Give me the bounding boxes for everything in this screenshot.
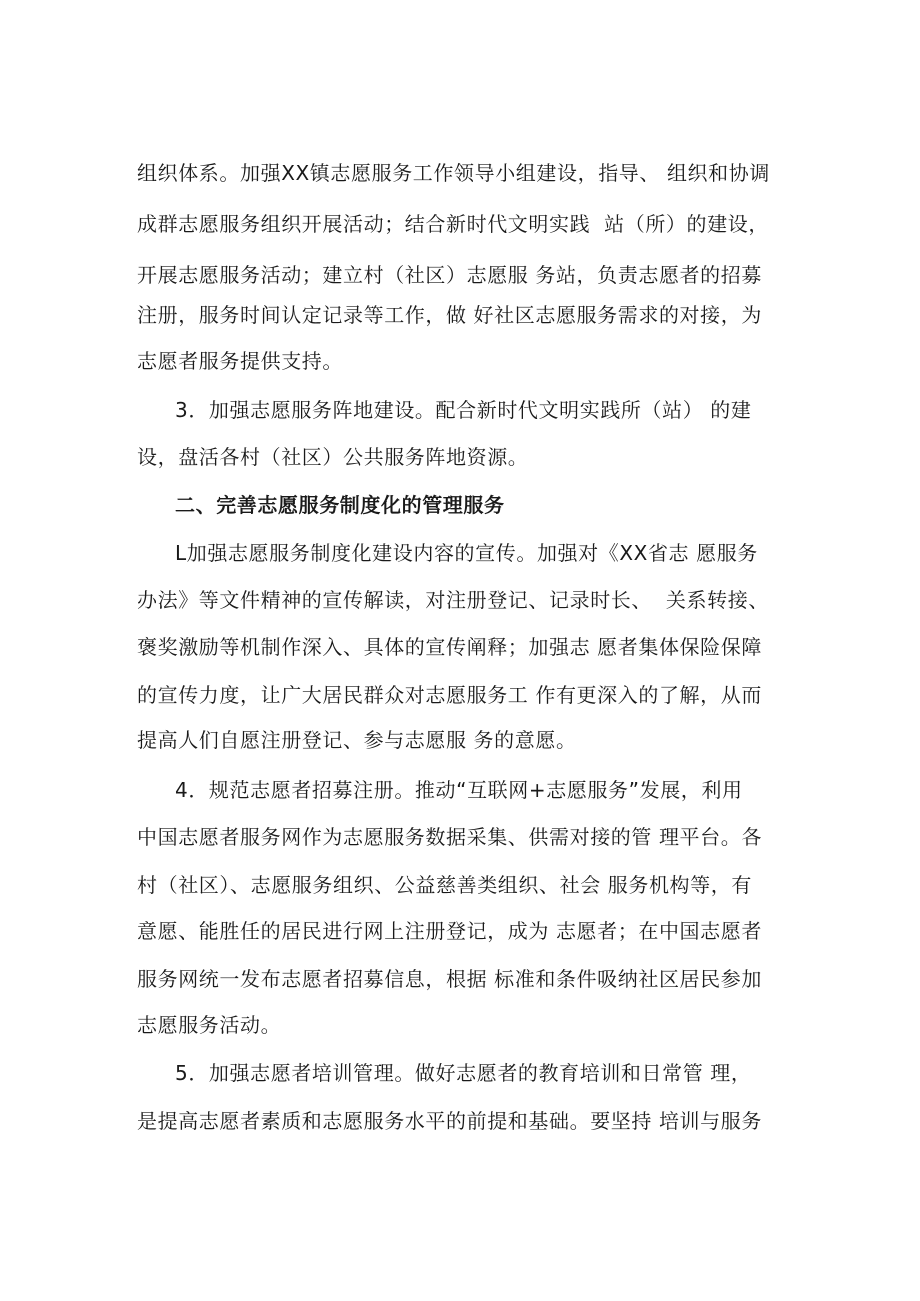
paragraph-line: 办法》等文件精神的宣传解读，对注册登记、记录时长、 关系转接、 (137, 588, 769, 612)
paragraph-line: 村（社区）、志愿服务组织、公益慈善类组织、社会 服务机构等，有 (137, 873, 752, 897)
paragraph-line: 开展志愿服务活动；建立村（社区）志愿服 务站，负责志愿者的招募 (137, 263, 762, 287)
paragraph-line: 注册，服务时间认定记录等工作，做 好社区志愿服务需求的对接，为 (137, 303, 762, 327)
paragraph-line: 4．规范志愿者招募注册。推动“互联网+志愿服务”发展，利用 (175, 778, 743, 802)
paragraph-line: 意愿、能胜任的居民进行网上注册登记，成为 志愿者；在中国志愿者 (137, 919, 762, 943)
section-heading: 二、完善志愿服务制度化的管理服务 (175, 493, 505, 517)
paragraph-line: 设，盘活各村（社区）公共服务阵地资源。 (137, 445, 529, 469)
paragraph-line: 褒奖激励等机制作深入、具体的宣传阐释；加强志 愿者集体保险保障 (137, 635, 762, 659)
paragraph-line: 中国志愿者服务网作为志愿服务数据采集、供需对接的管 理平台。各 (137, 825, 762, 849)
paragraph-line: 提高人们自愿注册登记、参与志愿服 务的意愿。 (137, 728, 577, 752)
paragraph-line: 服务网统一发布志愿者招募信息，根据 标准和条件吸纳社区居民参加 (137, 967, 762, 991)
paragraph-line: L加强志愿服务制度化建设内容的宣传。加强对《XX省志 愿服务 (175, 541, 758, 565)
paragraph-line: 的宣传力度，让广大居民群众对志愿服务工 作有更深入的了解，从而 (137, 683, 762, 707)
paragraph-line: 成群志愿服务组织开展活动；结合新时代文明实践 站（所）的建设， (137, 212, 769, 236)
paragraph-line: 志愿服务活动。 (137, 1013, 282, 1037)
paragraph-line: 志愿者服务提供支持。 (137, 349, 343, 373)
paragraph-line: 组织体系。加强XX镇志愿服务工作领导小组建设，指导、 组织和协调 (137, 161, 770, 185)
paragraph-line: 5．加强志愿者培训管理。做好志愿者的教育培训和日常管 理， (175, 1061, 752, 1085)
paragraph-line: 是提高志愿者素质和志愿服务水平的前提和基础。要坚持 培训与服务 (137, 1109, 762, 1133)
paragraph-line: 3．加强志愿服务阵地建设。配合新时代文明实践所（站） 的建 (175, 398, 752, 422)
